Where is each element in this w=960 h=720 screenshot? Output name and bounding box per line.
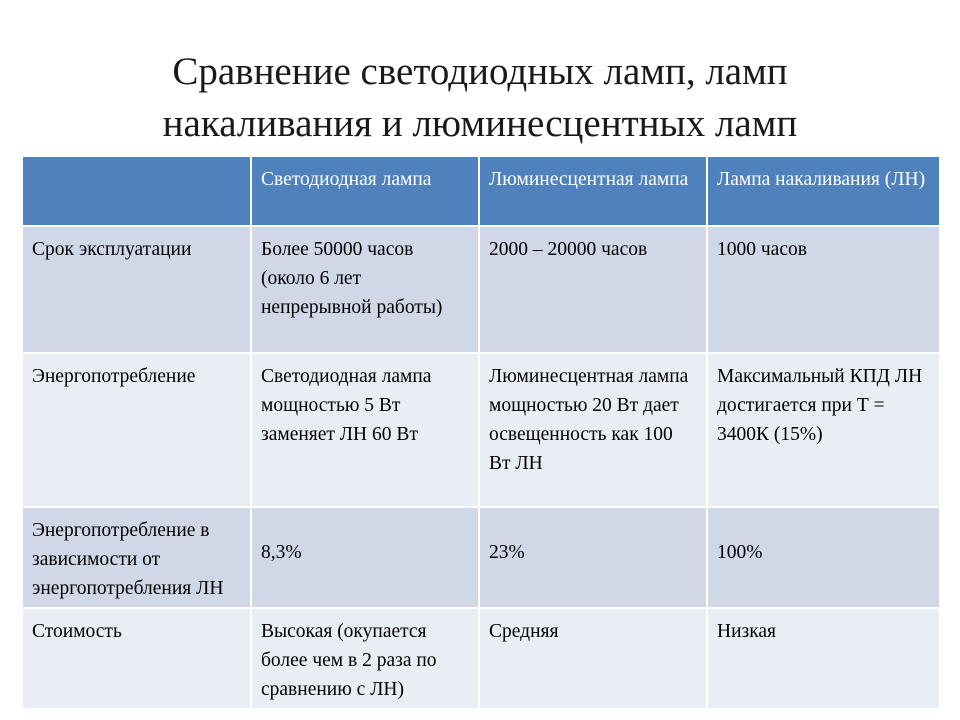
table-cell: 100% [707, 507, 939, 608]
slide-title-line-2: накаливания и люминесцентных ламп [162, 102, 798, 145]
table-cell: Люминесцентная лампа мощностью 20 Вт дает освещенность как 100 Вт ЛН [479, 353, 707, 507]
comparison-table [23, 157, 939, 710]
table-cell: Максимальный КПД ЛН достигается при Т = 3400К (15%) [707, 353, 939, 507]
table-row [23, 507, 939, 608]
row-label-energy: Энергопотребление [23, 353, 251, 507]
table-cell: Высокая (окупается более чем в 2 раза по сравнению с ЛН) [251, 608, 479, 709]
table-row [23, 353, 939, 507]
row-label-cost: Стоимость [23, 608, 251, 709]
row-label-relative-energy: Энергопотребление в зависимости от энергопотребления ЛН [23, 507, 251, 608]
table-cell: Более 50000 часов (около 6 лет непрерывной работы) [251, 226, 479, 353]
table-cell: Средняя [479, 608, 707, 709]
table-cell: 8,3% [251, 507, 479, 608]
header-cell-empty [23, 157, 251, 226]
table-cell: 23% [479, 507, 707, 608]
table-header-row [23, 157, 939, 226]
table-cell: 1000 часов [707, 226, 939, 353]
header-cell-led: Светодиодная лампа [251, 157, 479, 226]
header-cell-incandescent: Лампа накаливания (ЛН) [707, 157, 939, 226]
table-row [23, 608, 939, 709]
slide-title-line-1: Сравнение светодиодных ламп, ламп [172, 50, 788, 93]
header-cell-fluorescent: Люминесцентная лампа [479, 157, 707, 226]
slide-title [0, 46, 960, 150]
table-cell: Низкая [707, 608, 939, 709]
table-row [23, 226, 939, 353]
row-label-lifetime: Срок эксплуатации [23, 226, 251, 353]
table-cell: 2000 – 20000 часов [479, 226, 707, 353]
table-cell: Светодиодная лампа мощностью 5 Вт заменяет ЛН 60 Вт [251, 353, 479, 507]
